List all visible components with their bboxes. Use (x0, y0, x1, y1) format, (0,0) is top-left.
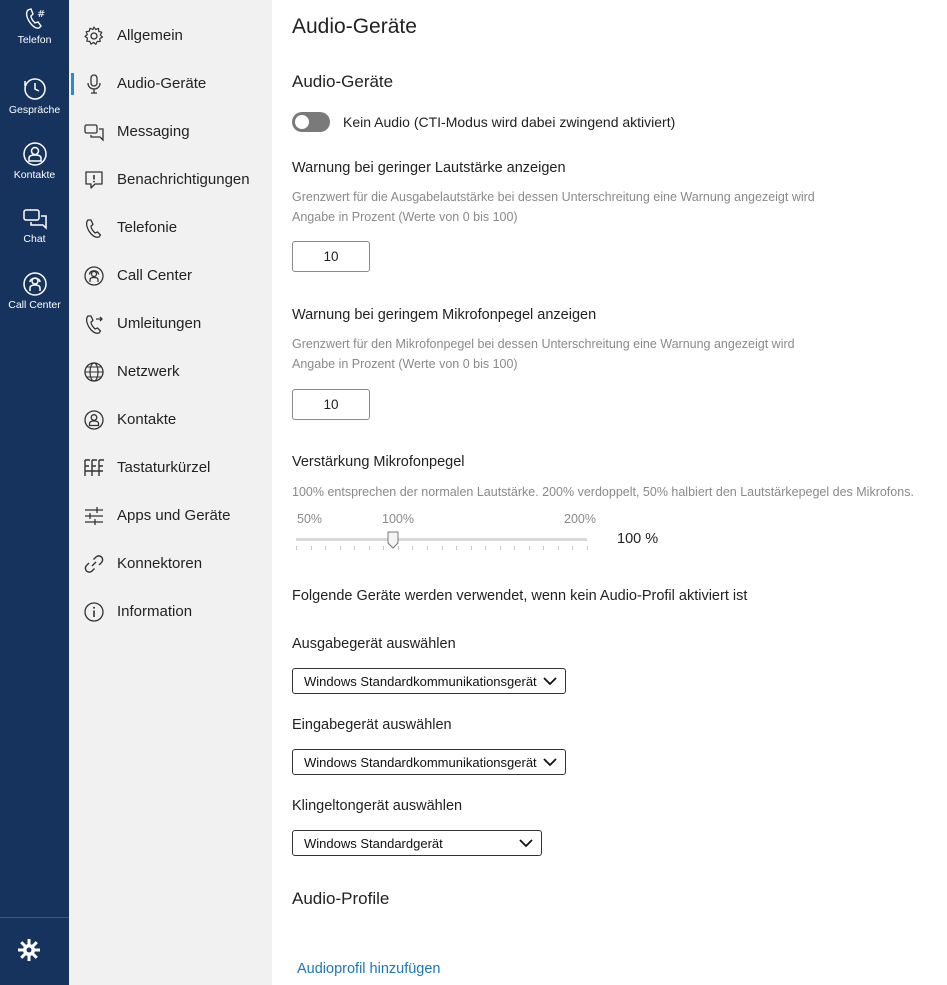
keyboard-icon (83, 457, 105, 479)
nav-item-label: Tastaturkürzel (117, 459, 211, 476)
nav-item-label: Audio-Geräte (117, 75, 207, 92)
nav-item-allgemein[interactable] (69, 18, 272, 54)
slider-ticks (296, 546, 589, 552)
nav-item-benachrichtigungen[interactable] (69, 162, 272, 198)
mic-warning-range: Angabe in Prozent (Werte von 0 bis 100) (292, 357, 518, 371)
contact-icon (83, 409, 105, 431)
mic-gain-slider[interactable] (296, 529, 589, 551)
chevron-down-icon (543, 757, 557, 767)
contact-icon (22, 141, 48, 167)
audio-profiles-title: Audio-Profile (292, 889, 390, 908)
slider-tick-mid: 100% (382, 512, 414, 526)
page-title: Audio-Geräte (292, 15, 417, 38)
chevron-down-icon (519, 838, 533, 848)
input-device-label: Eingabegerät auswählen (292, 717, 452, 733)
rail-label: Gespräche (8, 104, 61, 116)
mic-gain-title: Verstärkung Mikrofonpegel (292, 454, 465, 470)
globe-icon (83, 361, 105, 383)
notification-icon (83, 169, 105, 191)
nav-item-label: Apps und Geräte (117, 507, 231, 524)
slider-tick-max: 200% (564, 512, 596, 526)
app-rail (0, 0, 69, 985)
ringtone-device-label: Klingeltongerät auswählen (292, 798, 463, 814)
nav-item-label: Umleitungen (117, 315, 202, 332)
nav-item-label: Allgemein (117, 27, 183, 44)
nav-item-telefonie[interactable] (69, 210, 272, 246)
devices-heading: Folgende Geräte werden verwendet, wenn kein Audio-Profil aktiviert ist (292, 588, 748, 604)
rail-divider (0, 917, 69, 918)
active-indicator (71, 73, 74, 95)
rail-item-gespraeche[interactable] (0, 76, 69, 116)
nav-item-label: Information (117, 603, 193, 620)
output-device-select[interactable] (292, 668, 566, 694)
microphone-icon (83, 73, 105, 95)
settings-content (272, 0, 947, 985)
volume-warning-title: Warnung bei geringer Lautstärke anzeigen (292, 160, 566, 176)
svg-text:#: # (36, 9, 45, 20)
mic-warning-title: Warnung bei geringem Mikrofonpegel anzeigen (292, 307, 597, 323)
ringtone-device-value: Windows Standardgerät (304, 836, 443, 851)
nav-item-apps-und-geraete[interactable] (69, 498, 272, 534)
input-device-select[interactable] (292, 749, 566, 775)
output-device-value: Windows Standardkommunikationsgerät (304, 674, 537, 689)
mic-gain-desc: 100% entsprechen der normalen Lautstärke. 200% verdoppelt, 50% halbiert den Lautstärkepegel des Mikrofons. (292, 485, 914, 499)
headset-icon (22, 271, 48, 297)
phone-icon (83, 217, 105, 239)
settings-button[interactable] (0, 934, 58, 968)
nav-item-label: Konnektoren (117, 555, 203, 572)
section-title: Audio-Geräte (292, 72, 394, 91)
add-audio-profile-link[interactable]: Audioprofil hinzufügen (297, 961, 441, 977)
output-device-label: Ausgabegerät auswählen (292, 636, 456, 652)
slider-track (296, 538, 587, 541)
chat-icon (83, 121, 105, 143)
rail-item-call-center[interactable] (0, 271, 69, 311)
nav-item-netzwerk[interactable] (69, 354, 272, 390)
nav-item-tastaturkuerzel[interactable] (69, 450, 272, 486)
volume-warning-desc: Grenzwert für die Ausgabelautstärke bei dessen Unterschreitung eine Warnung angezeigt wird (292, 190, 815, 204)
nav-item-label: Kontakte (117, 411, 177, 428)
rail-label: Chat (23, 233, 46, 245)
ringtone-device-select[interactable] (292, 830, 542, 856)
mic-warning-desc: Grenzwert für den Mikrofonpegel bei dessen Unterschreitung eine Warnung angezeigt wird (292, 337, 795, 351)
input-device-value: Windows Standardkommunikationsgerät (304, 755, 537, 770)
settings-nav (69, 0, 272, 985)
no-audio-label: Kein Audio (CTI-Modus wird dabei zwingend aktiviert) (343, 114, 676, 130)
nav-item-label: Benachrichtigungen (117, 171, 250, 188)
sliders-icon (83, 505, 105, 527)
headset-icon (83, 265, 105, 287)
gear-icon (83, 25, 105, 47)
nav-item-kontakte[interactable] (69, 402, 272, 438)
history-icon (22, 76, 48, 102)
nav-item-label: Netzwerk (117, 363, 180, 380)
rail-label: Call Center (8, 299, 61, 311)
volume-warning-range: Angabe in Prozent (Werte von 0 bis 100) (292, 210, 518, 224)
slider-thumb[interactable] (387, 531, 399, 549)
rail-label: Kontakte (13, 169, 56, 181)
slider-tick-min: 50% (297, 512, 323, 526)
chevron-down-icon (543, 676, 557, 686)
nav-item-label: Call Center (117, 267, 193, 284)
mic-gain-value: 100 % (617, 531, 659, 547)
nav-item-umleitungen[interactable] (69, 306, 272, 342)
rail-label: Telefon (17, 34, 52, 46)
gear-icon (17, 938, 41, 962)
link-icon (83, 553, 105, 575)
nav-item-label: Telefonie (117, 219, 178, 236)
nav-item-label: Messaging (117, 123, 190, 140)
toggle-knob (295, 115, 309, 129)
nav-item-call-center[interactable] (69, 258, 272, 294)
phone-hash-icon (23, 6, 47, 32)
no-audio-toggle[interactable] (292, 112, 330, 132)
nav-item-konnektoren[interactable] (69, 546, 272, 582)
phone-forward-icon (83, 313, 105, 335)
info-icon (83, 601, 105, 623)
rail-item-chat[interactable] (0, 207, 69, 245)
chat-icon (22, 207, 48, 231)
nav-item-messaging[interactable] (69, 114, 272, 150)
nav-item-audio-geraete[interactable] (69, 66, 272, 102)
volume-warning-input[interactable] (292, 241, 370, 272)
rail-item-telefon[interactable] (0, 6, 69, 46)
nav-item-information[interactable] (69, 594, 272, 630)
rail-item-kontakte[interactable] (0, 141, 69, 181)
mic-warning-input[interactable] (292, 389, 370, 420)
